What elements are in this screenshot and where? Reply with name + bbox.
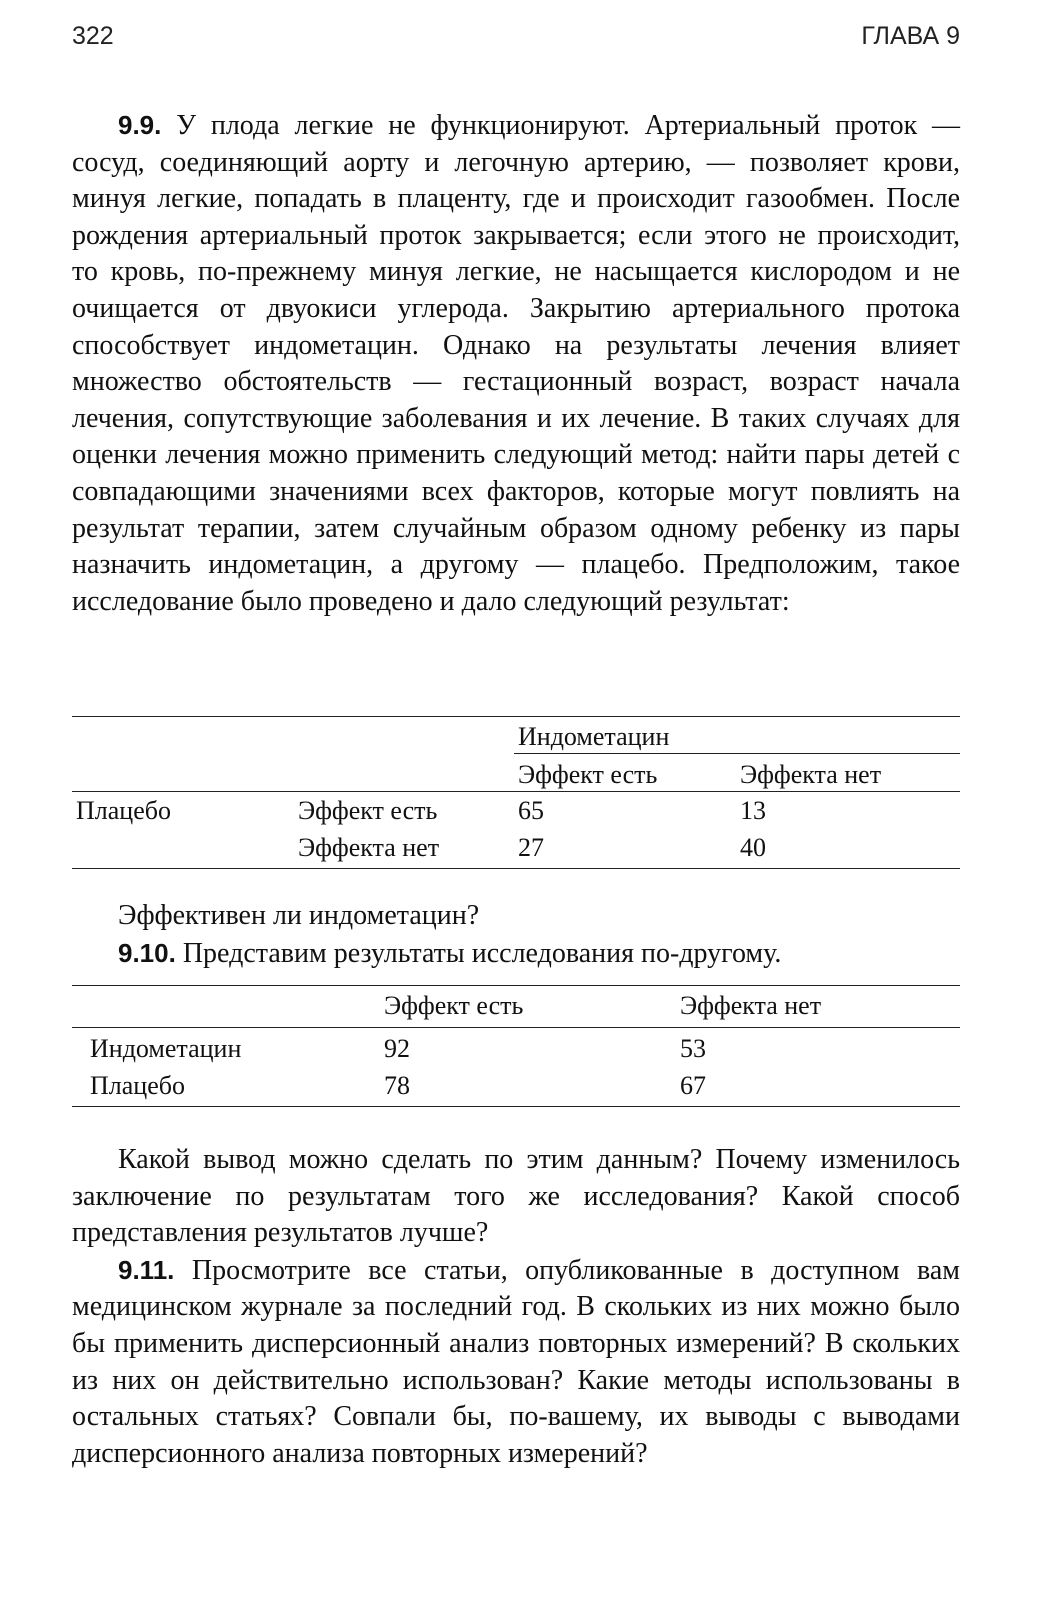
table-cell: 67 [680, 1071, 706, 1100]
table-cell: 53 [680, 1034, 706, 1063]
problem-text: Просмотрите все статьи, опубликованные в доступном вам медицинском журнале за последний год. В скольких из них можно было бы применить дисперсионный анализ повторных измерений? В скольких из них он действительно использован? Какие методы использованы в остальных статьях? Совпали бы, по-вашему, их выводы с выводами дисперсионного анализа повторных измерений? [72, 1254, 961, 1469]
column-header: Эффект есть [518, 760, 658, 789]
problem-9-9 [72, 107, 960, 620]
table-rule [72, 1106, 960, 1107]
table-cell: 13 [740, 796, 766, 825]
problem-9-9-question: Эффективен ли индометацин? [118, 900, 480, 931]
column-header: Эффекта нет [740, 760, 882, 789]
problem-9-10 [72, 898, 960, 972]
row-label: Плацебо [90, 1071, 185, 1100]
table-rule [514, 753, 960, 754]
problem-9-9-paragraph [72, 107, 960, 620]
problem-9-11 [72, 1142, 960, 1472]
table-cell: 27 [518, 833, 544, 862]
table-rule [72, 1027, 960, 1028]
row-group-label: Плацебо [76, 796, 171, 825]
row-label: Эффекта нет [298, 833, 440, 862]
row-label: Эффект есть [298, 796, 438, 825]
column-header: Эффекта нет [680, 991, 822, 1020]
table-cell: 92 [384, 1034, 410, 1063]
running-header [72, 22, 960, 58]
table-rule [72, 716, 960, 717]
problem-9-10-paragraph [72, 935, 960, 973]
table-rule [72, 868, 960, 869]
problem-text: Представим результаты исследования по-другому. [182, 937, 782, 969]
table-rule [72, 791, 960, 792]
problem-number: 9.9. [118, 110, 162, 140]
chapter-title: ГЛАВА 9 [861, 22, 960, 50]
problem-text: У плода легкие не функционируют. Артериальный проток — сосуд, соединяющий аорту и легочную артерию, — позволяет крови, минуя легкие, попадать в плаценту, где и происходит газообмен. После рождения артериальный проток закрывается; если этого не происходит, то кровь, по-прежнему минуя легкие, не насыщается кислородом и не очищается от двуокиси углерода. Закрытию артериального протока способствует индометацин. Однако на результаты лечения влияет множество обстоятельств — гестационный возраст, возраст начала лечения, сопутствующие заболевания и их лечение. В таких случаях для оценки лечения можно применить следующий метод: найти пары детей с совпадающими значениями всех факторов, которые могут повлиять на результат терапии, затем случайным образом одному ребенку из пары назначить индометацин, а другому — плацебо. Предположим, такое исследование было проведено и дало следующий результат: [72, 110, 960, 617]
problem-number: 9.11. [118, 1254, 175, 1285]
table-rule [72, 985, 960, 986]
table-cell: 65 [518, 796, 544, 825]
problem-9-11-paragraph [72, 1252, 960, 1473]
table-cell: 78 [384, 1071, 410, 1100]
column-header: Эффект есть [384, 991, 524, 1020]
problem-number: 9.10. [118, 937, 176, 968]
page-number: 322 [72, 22, 114, 50]
row-label: Индометацин [90, 1034, 242, 1063]
column-group-header: Индометацин [518, 722, 670, 751]
table-cell: 40 [740, 833, 766, 862]
problem-9-10-question: Какой вывод можно сделать по этим данным? Почему изменилось заключение по результатам того же исследования? Какой способ представления результатов лучше? [72, 1144, 960, 1249]
